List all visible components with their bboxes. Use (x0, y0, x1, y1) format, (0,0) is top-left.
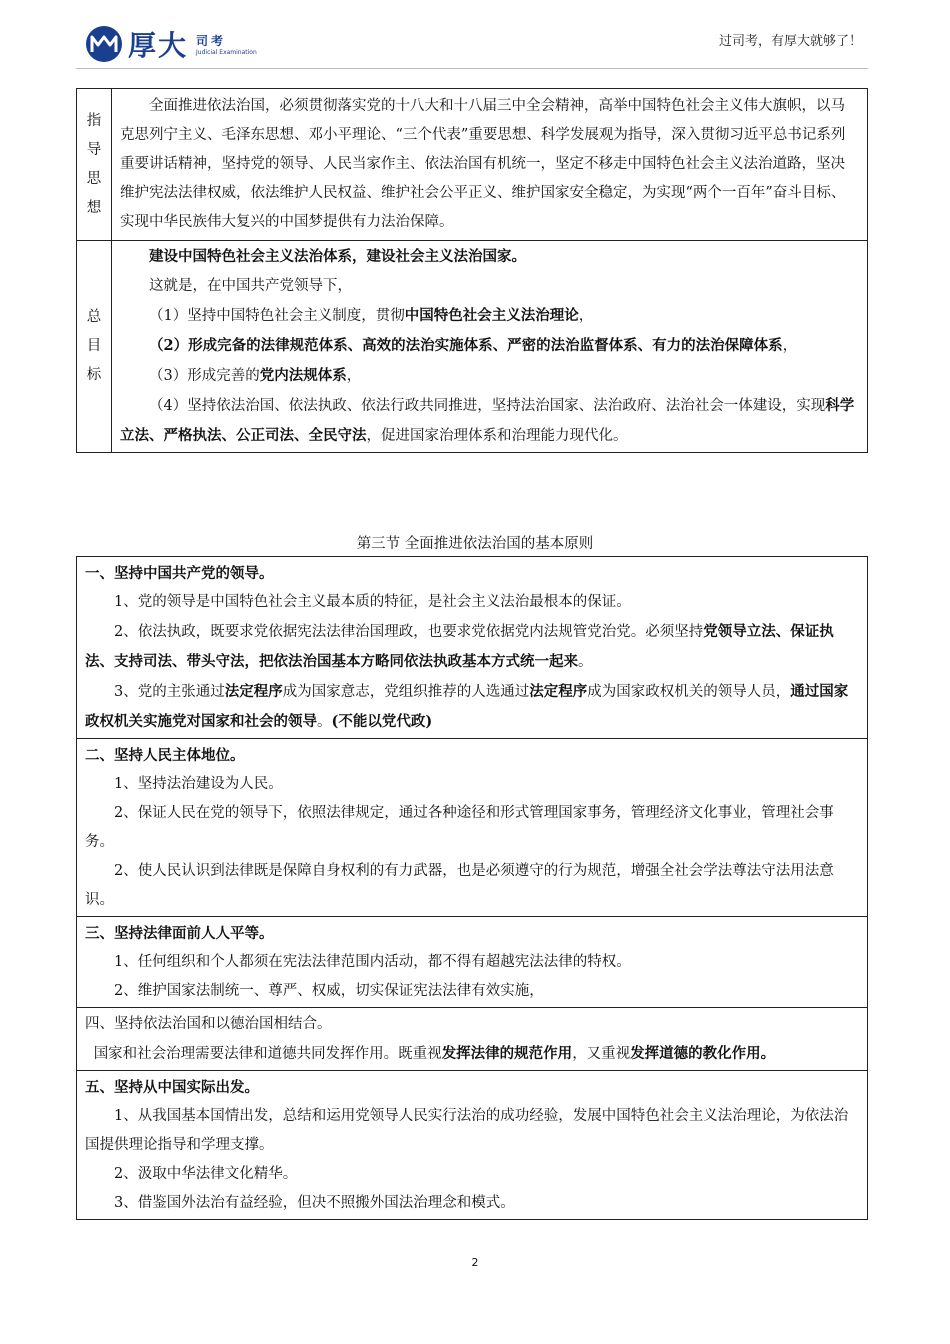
goal-headline: 建设中国特色社会主义法治体系，建设社会主义法治国家。 (149, 248, 526, 265)
principle-4-title: 四、坚持依法治国和以德治国相结合。 (85, 1016, 332, 1032)
principle-5-cell (77, 1071, 868, 1220)
logo-icon (86, 26, 122, 62)
goal-item-3: （3）形成完善的党内法规体系， (149, 367, 362, 384)
principle-4-item-1: 国家和社会治理需要法律和道德共同发挥作用。既重视发挥法律的规范作用，又重视发挥道德的教化作用。 (93, 1045, 776, 1062)
logo-name: 厚大 (128, 29, 189, 62)
principle-3-item-1: 1、任何组织和个人都须在宪法法律范围内活动，都不得有超越宪法法律的特权。 (114, 954, 631, 970)
goal-item-1: （1）坚持中国特色社会主义制度，贯彻中国特色社会主义法治理论， (149, 307, 594, 324)
principles-table (76, 556, 868, 1220)
principle-5-item-2: 2、汲取中华法律文化精华。 (114, 1166, 298, 1182)
principle-1-item-2: 2、依法执政，既要求党依据宪法法律治国理政，也要求党依据党内法规管党治党。必须坚持党领导立法、保证执法、支持司法、带头守法，把依法治国基本方略同依法执政基本方式统一起来。 (85, 623, 834, 670)
page-header (0, 0, 950, 70)
principle-2-item-1: 1、坚持法治建设为人民。 (114, 776, 283, 792)
header-divider (76, 68, 868, 69)
logo-sub: 司考 (196, 34, 227, 48)
principle-1-title: 一、坚持中国共产党的领导。 (85, 565, 274, 582)
principle-5-row (77, 1071, 868, 1220)
principle-1-item-1: 1、党的领导是中国特色社会主义最本质的特征，是社会主义法治最根本的保证。 (114, 594, 631, 610)
principle-1-item-3: 3、党的主张通过法定程序成为国家意志，党组织推荐的人选通过法定程序成为国家政权机关的领导人员，通过国家政权机关实施党对国家和社会的领导。(不能以党代政) (85, 683, 849, 730)
principle-5-item-3: 3、借鉴国外法治有益经验，但决不照搬外国法治理念和模式。 (114, 1195, 515, 1211)
principle-5-item-1: 1、从我国基本国情出发，总结和运用党领导人民实行法治的成功经验，发展中国特色社会主义法治理论，为依法治国提供理论指导和学理支撑。 (85, 1108, 849, 1153)
principle-2-item-3: 2、使人民认识到法律既是保障自身权利的有力武器，也是必须遵守的行为规范，增强全社会学法尊法守法用法意识。 (85, 863, 834, 908)
goal-item-4: （4）坚持依法治国、依法执政、依法行政共同推进，坚持法治国家、法治政府、法治社会一体建设，实现科学立法、严格执法、公正司法、全民守法，促进国家治理体系和治理能力现代化。 (120, 397, 855, 444)
principle-2-item-2: 2、保证人民在党的领导下，依照法律规定，通过各种途径和形式管理国家事务，管理经济文化事业，管理社会事务。 (85, 805, 834, 850)
principle-1-row (77, 557, 868, 739)
goal-item-2: （2）形成完备的法律规范体系、高效的法治实施体系、严密的法治监督体系、有力的法治保障体系， (149, 337, 798, 354)
slogan: 过司考，有厚大就够了！ (718, 34, 862, 49)
principle-2-cell (77, 739, 868, 917)
goal-row (77, 241, 868, 453)
goal-text-cell (112, 241, 868, 453)
guiding-label: 指 导 思 想 (77, 89, 112, 241)
principle-1-cell (77, 557, 868, 739)
guiding-table (76, 88, 868, 453)
principle-3-cell (77, 917, 868, 1008)
section-title: 第三节 全面推进依法治国的基本原则 (356, 536, 594, 552)
logo (86, 24, 257, 64)
principle-3-item-2: 2、维护国家法制统一、尊严、权威，切实保证宪法法律有效实施， (114, 983, 544, 999)
principle-2-title: 二、坚持人民主体地位。 (85, 747, 245, 764)
principle-3-row (77, 917, 868, 1008)
principle-5-title: 五、坚持从中国实际出发。 (85, 1079, 259, 1096)
guiding-text-cell (112, 89, 868, 241)
goal-intro: 这就是，在中国共产党领导下， (149, 278, 352, 294)
principle-4-row (77, 1008, 868, 1071)
principle-2-row (77, 739, 868, 917)
page-number: 2 (471, 1256, 479, 1269)
guiding-text: 全面推进依法治国，必须贯彻落实党的十八大和十八届三中全会精神，高举中国特色社会主义伟大旗帜，以马克思列宁主义、毛泽东思想、邓小平理论、“三个代表”重要思想、科学发展观为指导，深入贯彻习近平总书记系列重要讲话精神，坚持党的领导、人民当家作主、依法治国有机统一，坚定不移走中国特色社会主义法治道路，坚决维护宪法法律权威，依法维护人民权益、维护社会公平正义、维护国家安全稳定，为实现“两个一百年”奋斗目标、实现中华民族伟大复兴的中国梦提供有力法治保障。 (120, 98, 846, 230)
guiding-row (77, 89, 868, 241)
principle-3-title: 三、坚持法律面前人人平等。 (85, 925, 274, 942)
principle-4-cell (77, 1008, 868, 1071)
goal-label: 总 目 标 (77, 241, 112, 453)
logo-en: Judicial Examination (196, 49, 257, 56)
